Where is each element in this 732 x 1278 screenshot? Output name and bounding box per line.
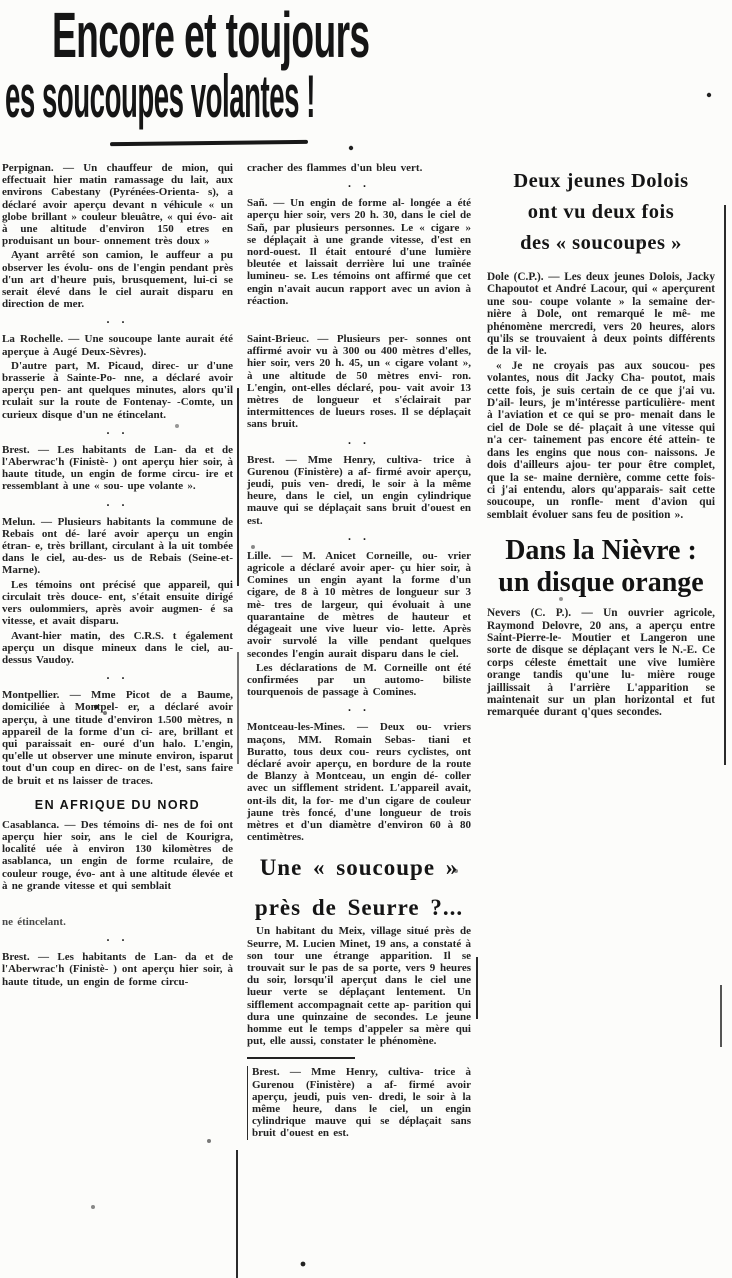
small-horizontal-rule [247,1057,355,1059]
article-paragraph-seurre: Un habitant du Meix, village situé près de Seurre, M. Lucien Minet, 19 ans, a constaté à son tour une étrange apparition. Il se trouvait sur le pas de sa porte, vers 9 heures du soir, lorsqu'il aperçut dans le ciel une lueur verte se déplaçant lentement. Un sifflement accompagnait cette ap- parition qui dura une quinzaine de secondes. Le jeune homme eut le temps d'appeler sa mère qui put, elle aussi, constater le phénomène. [247,925,471,1048]
stray-line: ne étincelant. [2,915,66,928]
section-separator: · · [105,933,129,948]
subheading-afrique-du-nord: EN AFRIQUE DU NORD [34,797,201,812]
article-paragraph-brest-henry-repeat: Brest. — Mme Henry, cultiva- trice à Gurenou (Finistère) a af- firmé avoir aperçu, jeudi, puis ven- dredi, le soir à la même heure, dans le ciel, un engin cylindrique mauve qui se déplaçait sans bruit d'ouest en est. [247,1066,471,1139]
article-paragraph-brest-henry: Brest. — Mme Henry, cultiva- trice à Gurenou (Finistère) a af- firmé avoir aperçu, jeudi, puis ven- dredi, le soir à la même heure, dans le ciel, un engin cylindrique mauve qui se déplaçait sans bruit d'ouest en est. [247,453,471,527]
article-paragraph-perpignan-2: Ayant arrêté son camion, le auffeur a pu observer les évolu- ons de l'engin pendant près d'un art d'heure puis, brusquement, lui-ci se serait élevé dans le ciel aurait disparu en direction de mer. [2,249,233,311]
page-edge-rule [724,205,726,765]
article-paragraph-montpellier: Montpellier. — Mme Picot de a Baume, domiciliée à Montpel- er, a déclaré avoir aperçu, à une titude d'environ 1.500 mètres, n appareil de la forme d'un ci- are, brillant et qui paraissait en- ouré d'un halo. L'engin, qu'elle ut observer une minute environ, isparut tout d'un coup en direc- on de l'est, sans faire de bruit et ns laisser de traces. [2,689,233,787]
article-paragraph-nevers: Nevers (C. P.). — Un ouvrier agricole, Raymond Delovre, 20 ans, a aperçu entre Saint-Pierre-le- Moutier et Langeron une sorte de disque se déplaçant vers le N.-E. Ce corps céleste émettait une vive lumière orange tandis qu'une lu- mière rouge jaillissait à l'arrière L'apparition se maintenait sur un plan horizontal et fut remarquée durant q'ques secondes. [487,607,715,719]
section-separator: · · [347,435,371,450]
subheading-nievre-line1: Dans la Nièvre : [505,535,697,567]
page-edge-rule [720,985,722,1047]
section-separator: · · [105,425,129,440]
main-headline-line1: Encore et toujours [52,0,370,71]
article-paragraph-dole: Dole (C.P.). — Les deux jeunes Dolois, Jacky Chapoutot et André Lacour, qui « aperçurent une sou- coupe volante » la semaine der- nière à Dole, ont remarqué le mê- me phénomène mercredi, vers 20 heures, alors qu'ils se trouvaient à deux points différents de la vil- le. [487,271,715,358]
subheading-dolois-line1: Deux jeunes Dolois [513,170,689,192]
article-paragraph-larochelle-2: D'autre part, M. Picaud, direc- ur d'une brasserie à Sainte-Po- nne, a déclaré avoir aperçu pen- ant quelques minutes, alors qu'il rculait sur la route de Fontenay- -Comte, un curieux disque d'un ne étincelant. [2,359,233,421]
subheading-nievre-line2: un disque orange [498,567,704,599]
left-column [2,162,233,990]
section-separator: · · [105,497,129,512]
section-separator: · · [347,703,371,718]
article-paragraph-larochelle: La Rochelle. — Une soucoupe lante aurait été aperçue à Augé Deux-Sèvres). [2,333,233,358]
article-paragraph-lille: Lille. — M. Anicet Corneille, ou- vrier agricole a déclaré avoir aper- çu hier soir, à Comines un engin ayant la forme d'un cigare, de 8 à 10 mètres de longueur sur 3 mè- tres de largeur, qui évoluait à une quarantaine de mètres de hauteur et dégageait une vive lueur vio- lette. Après avoir survolé la ville pendant quelques secondes l'engin aurait disparu dans le ciel. [247,549,471,660]
subheading-nievre [487,535,715,599]
article-paragraph-melun-3: Avant-hier matin, des C.R.S. t également aperçu un disque mineux dans le ciel, au-dessus Vaudoy. [2,629,233,666]
section-separator: · · [105,671,129,686]
subheading-seurre-line1: Une « soucoupe » [259,855,459,881]
subheading-dolois-line2: ont vu deux fois [527,201,675,223]
article-paragraph-brest-repeat-cut: Brest. — Les habitants de Lan- da et de l'Aberwrac'h (Finistè- ) ont aperçu hier soir, à haute titude, un engin de forme circu- [2,951,233,988]
article-paragraph-casablanca: Casablanca. — Des témoins di- nes de foi ont aperçu hier soir, ans le ciel de Kourigra, localité uée à environ 130 kilomètres de asablanca, un engin de forme rculaire, de couleur rouge, évo- ant à une altitude élevée et à ne grande vitesse et qui semblait [2,818,233,892]
article-paragraph-dole-quote: « Je ne croyais pas aux soucou- pes volantes, nous dit Jacky Cha- poutot, mais cette fois, je suis certain de ce que j'ai vu. D'ail- leurs, je m'intéresse particulière- ment à l'aviation et ce qui se pro- menait dans le ciel de Dole se dé- plaçait à une vitesse qui n'a cer- tainement pas encore été attein- te dans les engins que nous con- naissons. Je dois d'ailleurs ajou- ter pour être complet, que la se- maine dernière, comme cette fois- ci j'ai entendu, alors qu'apparais- sait cette soucoupe, un ronfle- ment d'avion qui semblait évoluer sans feu de position ». [487,359,715,521]
middle-column [247,162,471,1142]
subheading-dolois-line3: des « soucoupes » [520,232,682,254]
column-divider [237,652,239,764]
article-paragraph-perpignan: Perpignan. — Un chauffeur de mion, qui effectuait hier matin ramassage du lait, aux environs Cabestany (Pyrénées-Orienta- s), a déclaré avoir aperçu devant n véhicule « un globe brillant » couleur bleuâtre, « qui évo- ait à une altitude d'environ 150 etres en produisant un bour- onnement très doux » [2,162,233,248]
article-paragraph-melun-2: Les témoins ont précisé que appareil, qui circulait très douce- ent, s'était ensuite dirigé vers oulommiers, après avoir augmen- é sa vitesse, et avait disparu. [2,578,233,628]
column-divider [476,957,478,1019]
column-divider [237,388,239,586]
article-paragraph-brest: Brest. — Les habitants de Lan- da et de l'Aberwrac'h (Finistè- ) ont aperçu hier soir, à haute titude, un engin de forme circu- ire et ressemblant à une « sou- upe volante ». [2,443,233,493]
section-separator: · · [347,531,371,546]
section-separator: · · [347,179,371,194]
headline-rule [110,140,308,146]
scan-noise [0,0,2,2]
article-paragraph-melun: Melun. — Plusieurs habitants la commune de Rebais ont dé- laré avoir aperçu un engin étran- e, très brillant, circulant à la uit tombée dans le ciel, au-des- us de Rebais (Seine-et-Marne). [2,515,233,577]
article-paragraph-saint-brieuc: Saint-Brieuc. — Plusieurs per- sonnes ont affirmé avoir vu à 300 ou 400 mètres d'elles, hier soir, vers 20 h. 45, un « cigare volant », à une altitude de 50 mètres envi- ron. L'engin, ont-elles déclaré, pou- vait avoir 13 mètres de longueur et s'éclairait par intermittences de lueurs roses. Il se déplaçait sans bruit. [247,333,471,431]
article-paragraph-montceau: Montceau-les-Mines. — Deux ou- vriers maçons, MM. Romain Sebas- tiani et Buratto, tous deux cou- reurs cyclistes, ont déclaré avoir aperçu, en bordure de la route de Blanzy à Montceau, un engin dé- coller avec un sifflement strident. L'appareil avait, ont-ils dit, la for- me d'un cigare de couleur jaune très foncé, d'une longueur de trois mètres et d'un diamètre d'environ 60 à 80 centimètres. [247,721,471,844]
right-column [487,166,715,721]
subheading-seurre-line2: près de Seurre ?... [254,895,464,921]
article-paragraph-lille-2: Les déclarations de M. Corneille ont été confirmées par un automo- biliste tourquenois de passage à Comines. [247,661,471,699]
main-headline-line2: es soucoupes volantes ! [5,63,315,130]
section-separator: · · [105,315,129,330]
article-paragraph-san: Sañ. — Un engin de forme al- longée a été aperçu hier soir, vers 20 h. 30, dans le ciel de Sañ, par plusieurs personnes. Le « cigare » se déplaçait à une grande vitesse, d'est en nord-ouest. Il était entouré d'une lumière bleutée et laissait derrière lui une traînée lumineu- se. Les témoins ont affirmé que cet engin n'avait aucun rapport avec un avion à réaction. [247,197,471,307]
subheading-dolois [487,166,715,259]
article-paragraph-continuation: cracher des flammes d'un bleu vert. [247,162,423,174]
column-divider [236,1150,238,1278]
